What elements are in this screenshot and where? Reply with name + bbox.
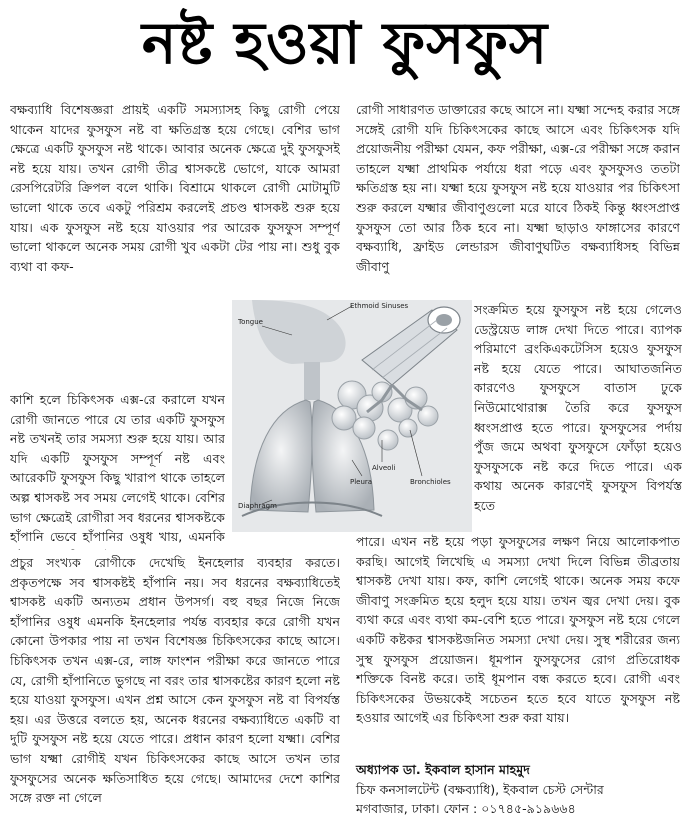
column-2-middle	[474, 300, 682, 532]
label-ethmoid-sinuses: Ethmoid Sinuses	[350, 302, 409, 310]
label-pleura: Pleura	[350, 478, 373, 486]
paragraph: রোগী সাধারণত ডাক্তারের কছে আসে না। যক্ষ্মা সন্দেহ করার সঙ্গে সঙ্গেই রোগী যদি চিকিৎসকের কাছে আসে এবং চিকিৎসক যদি প্রয়োজনীয় পরীক্ষা যেমন, কফ পরীক্ষা, এক্স-রে পরীক্ষা সঙ্গে করান তাহলে যক্ষ্মা প্রাথমিক পর্যায়ে ধরা পড়ে এবং ফুসফুসও ততটা ক্ষতিগ্রস্ত হয় না। যক্ষ্মা হয়ে ফুসফুস নষ্ট হয়ে যাওয়ার পর চিকিৎসা শুরু করলে যক্ষ্মার জীবাণুগুলো মরে যাবে ঠিকই কিন্তু ধ্বংসপ্রাপ্ত ফুসফুস তো আর ঠিক হবে না। যক্ষ্মা ছাড়াও ফাঙ্গাসের কারণে বক্ষব্যাধি, ফ্রাইড লেন্ডারস জীবাণুঘটিত বক্ষব্যাধিসহ বিভিন্ন জীবাণু	[356, 102, 680, 274]
column-2-bottom	[356, 532, 680, 752]
label-alveoli: Alveoli	[372, 464, 396, 472]
author-title: চিফ কনসালটেন্ট (বক্ষব্যাধি), ইকবাল চেস্ট সেন্টার	[356, 782, 604, 797]
paragraph: বক্ষব্যাধি বিশেষজ্ঞরা প্রায়ই একটি সমস্যাসহ কিছু রোগী পেয়ে থাকেন যাদের ফুসফুস নষ্ট বা ক্ষতিগ্রস্ত হয়ে গেছে। বেশির ভাগ ক্ষেত্রে একটি ফুসফুস নষ্ট থাকে। আবার অনেক ক্ষেত্রে দুই ফুসফুসই নষ্ট হয়ে যায়। তখন রোগী তীব্র শ্বাসকষ্টে ভোগে, যাকে আমরা রেসপিরেটরি ক্রিপল বলে থাকি। বিশ্রামে থাকলে রোগী মোটামুটি ভালো থাকে তবে একটু পরিশ্রম করলেই প্রচণ্ড শ্বাসকষ্ট শুরু হয়ে যায়। এক ফুসফুস নষ্ট হয়ে যাওয়ার পর আরেক ফুসফুস সম্পূর্ণ ভালো থাকলে অনেক সময় রোগী খুব একটা টের পায় না। শুধু বুক ব্যথা বা কফ-	[10, 102, 340, 274]
column-1-middle	[10, 390, 225, 550]
paragraph: পারে। এখন নষ্ট হয়ে পড়া ফুসফুসের লক্ষণ নিয়ে আলোকপাত করছি। আগেই লিখেছি এ সমস্যা দেখা দিলে বিভিন্ন তীব্রতায় শ্বাসকষ্ট দেখা যায়। কফ, কাশি লেগেই থাকে। অনেক সময় কফে জীবাণু সংক্রমিত হয়ে হলুদ হয়ে যায়। তখন জ্বর দেখা দেয়। বুক ব্যথা করে এবং ব্যথা কম-বেশি হতে পারে। ফুসফুস নষ্ট হয়ে গেলে একটি কষ্টকর শ্বাসকষ্টজনিত সমস্যা দেখা দেয়। সুস্থ শরীরের জন্য সুস্থ ফুসফুস প্রয়োজন। ধূমপান ফুসফুসের রোগ প্রতিরোধক শক্তিকে বিনষ্ট করে। তাই ধূমপান বন্ধ করতে হবে। রোগী এবং চিকিৎসকের উভয়কেই সচেতন হতে হবে যাতে ফুসফুস নষ্ট হওয়ার আগেই এর চিকিৎসা শুরু করা যায়।	[356, 534, 680, 726]
lung-anatomy-figure	[232, 300, 472, 532]
paragraph: প্রচুর সংখ্যক রোগীকে দেখেছি ইনহেলার ব্যবহার করতে। প্রকৃতপক্ষে সব শ্বাসকষ্টই হাঁপানি নয়। সব ধরনের বক্ষব্যাধিতেই শ্বাসকষ্ট একটি অন্যতম প্রধান উপসর্গ। বহু বছর নিজে নিজে হাঁপানির ওষুধ এমনকি ইনহেলার পর্যন্ত ব্যবহার করে রোগী যখন কোনো উপকার পায় না তখন বিশেষজ্ঞ চিকিৎসকের কাছে আসে। চিকিৎসক তখন এক্স-রে, লাঙ্গ ফাংশন পরীক্ষা করে জানতে পারে যে, রোগী হাঁপানিতে ভুগছে না বরং তার শ্বাসকষ্টের কারণ হলো নষ্ট হয়ে যাওয়া ফুসফুস। এখন প্রশ্ন আসে কেন ফুসফুস নষ্ট বা বিপর্যস্ত হয়। এর উত্তরে বলতে হয়, অনেক ধরনের বক্ষব্যাধিতে একটি বা দুটি ফুসফুস নষ্ট হয়ে যেতে পারে। প্রধান কারণ হলো যক্ষ্মা। বেশির ভাগ যক্ষ্মা রোগীই যখন চিকিৎসকের কাছে আসে তখন তার ফুসফুসের অনেক ক্ষতিসাধিত হয়ে গেছে। আমাদের দেশে কাশির সঙ্গে রক্ত না গেলে	[10, 555, 340, 806]
author-name: অধ্যাপক ডা. ইকবাল হাসান মাহমুদ	[356, 762, 530, 777]
author-address: মগবাজার, ঢাকা। ফোন : ০১৭৪৫-৯১৯৬৬৪	[356, 801, 576, 816]
paragraph: কাশি হলে চিকিৎসক এক্স-রে করালে যখন রোগী জানতে পারে যে তার একটি ফুসফুস নষ্ট তখনই তার সমস্যা শুরু হয়ে যায়। আর যদি একটি ফুসফুস সম্পূর্ণ নষ্ট এবং আরেকটি ফুসফুস কিছু খারাপ থাকে তাহলে অল্প শ্বাসকষ্ট সব সময় লেগেই থাকে। বেশির ভাগ ক্ষেত্রেই রোগীরা সব ধরনের শ্বাসকষ্টকে হাঁপানি ভেবে হাঁপানির ওষুধ খায়, এমনকি	[10, 392, 225, 545]
label-tongue: Tongue	[238, 318, 263, 326]
label-diaphragm: Diaphragm	[238, 502, 277, 510]
column-1-bottom	[10, 553, 340, 823]
paragraph: সংক্রমিত হয়ে ফুসফুস নষ্ট হয়ে গেলেও ডেস্ট্রয়েড লাঙ্গ দেখা দিতে পারে। ব্যাপক পরিমাণে ব্রংকিএকটেসিস হয়েও ফুসফুস নষ্ট হয়ে যেতে পারে। আঘাতজনিত কারণেও ফুসফুসে বাতাস ঢুকে নিউমোথোরাক্স তৈরি করে ফুসফুস ধ্বংসপ্রাপ্ত হতে পারে। ফুসফুসের পর্দায় পুঁজ জমে অথবা ফুসফুসে ফোঁড়া হয়েও ফুসফুসকে নষ্ট করে দিতে পারে। এক কথায় অনেক কারণেই ফুসফুস বিপর্যস্ত হতে	[474, 302, 682, 513]
column-2-top	[356, 100, 680, 300]
trachea	[304, 362, 320, 400]
headline: নষ্ট হওয়া ফুসফুস	[141, 9, 549, 77]
label-bronchioles: Bronchioles	[410, 478, 451, 486]
lung-illustration	[232, 300, 472, 532]
